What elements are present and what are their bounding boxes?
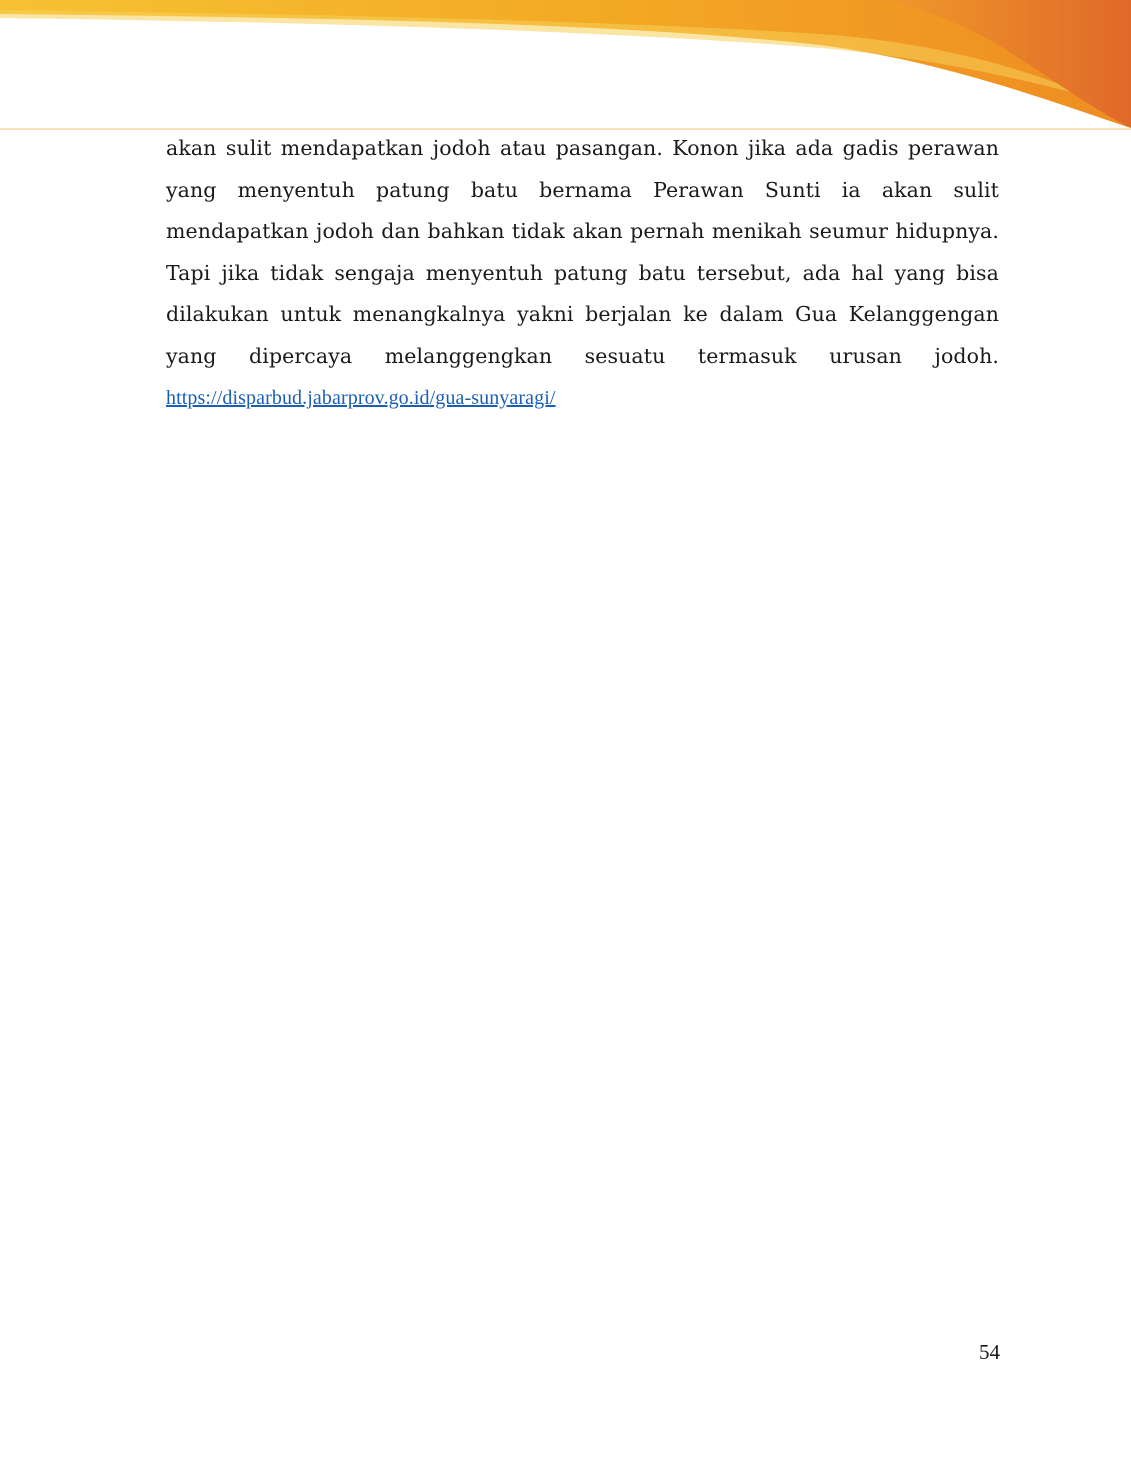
body-paragraph	[166, 128, 999, 420]
header-wave-decoration	[0, 0, 1131, 140]
page-number: 54	[979, 1340, 1000, 1364]
source-link[interactable]: https://disparbud.jabarprov.go.id/gua-sunyaragi/	[166, 387, 556, 409]
paragraph-text: akan sulit mendapatkan jodoh atau pasangan. Konon jika ada gadis perawan yang menyentuh patung batu bernama Perawan Sunti ia akan sulit mendapatkan jodoh dan bahkan tidak akan pernah menikah seumur hidupnya. Tapi jika tidak sengaja menyentuh patung batu tersebut, ada hal yang bisa dilakukan untuk menangkalnya yakni berjalan ke dalam Gua Kelanggengan yang dipercaya melanggengkan sesuatu termasuk urusan jodoh.	[166, 136, 999, 368]
